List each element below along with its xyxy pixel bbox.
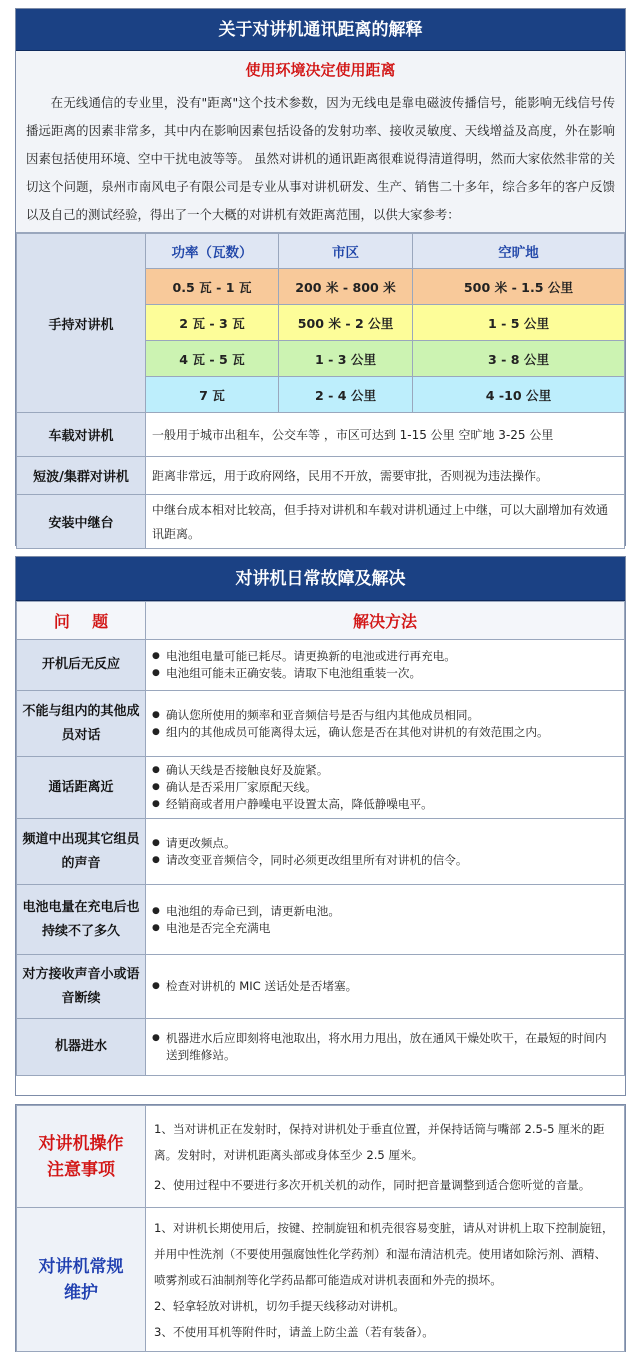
table-row [17, 757, 625, 819]
power-cell: 4 瓦 - 5 瓦 [146, 341, 279, 377]
distance-panel [15, 8, 626, 546]
vehicle-text: 一般用于城市出租车，公交车等 ，市区可达到 1-15 公里 空旷地 3-25 公里 [146, 413, 625, 457]
solution-item: ● 请改变亚音频信令，同时必须更改组里所有对讲机的信令。 [152, 852, 618, 869]
table-row [17, 955, 625, 1019]
table-row [17, 885, 625, 955]
problem-cell: 频道中出现其它组员的声音 [17, 819, 146, 885]
table-row [17, 1019, 625, 1076]
operation-text [146, 1106, 625, 1208]
power-cell: 0.5 瓦 - 1 瓦 [146, 269, 279, 305]
solution-cell [146, 691, 625, 757]
repeater-text: 中继台成本相对比较高，但手持对讲机和车载对讲机通过上中继，可以大副增加有效通讯距离。 [146, 495, 625, 549]
col-solution: 解决方法 [146, 602, 625, 640]
operation-item: 2、使用过程中不要进行多次开机关机的动作，同时把音量调整到适合您听觉的音量。 [154, 1177, 591, 1192]
operation-item: 1、当对讲机正在发射时，保持对讲机处于垂直位置，并保持话筒与嘴部 2.5-5 厘米的距离。发射时，对讲机距离头部或身体至少 2.5 厘米。 [154, 1121, 605, 1162]
solution-cell [146, 955, 625, 1019]
city-cell: 200 米 - 800 米 [279, 269, 413, 305]
faults-table [16, 601, 625, 1076]
solution-item: ● 确认是否采用厂家原配天线。 [152, 779, 618, 796]
maintenance-label [17, 1208, 146, 1352]
open-cell: 500 米 - 1.5 公里 [413, 269, 625, 305]
maintenance-item: 3、不使用耳机等附件时，请盖上防尘盖（若有装备）。 [154, 1324, 434, 1339]
solution-item: ● 确认天线是否接触良好及旋紧。 [152, 762, 618, 779]
solution-item: ● 检查对讲机的 MIC 送话处是否堵塞。 [152, 978, 618, 995]
notes-panel [15, 1104, 626, 1352]
header-city: 市区 [279, 234, 413, 269]
faults-panel [15, 556, 626, 1096]
city-cell: 500 米 - 2 公里 [279, 305, 413, 341]
maintenance-text [146, 1208, 625, 1352]
solution-item: ● 电池组可能未正确安装。请取下电池组重装一次。 [152, 665, 618, 682]
solution-cell [146, 757, 625, 819]
power-cell: 2 瓦 - 3 瓦 [146, 305, 279, 341]
header-power: 功率（瓦数） [146, 234, 279, 269]
solution-cell [146, 640, 625, 691]
table-row [17, 413, 625, 457]
maintenance-item: 2、轻拿轻放对讲机，切勿手提天线移动对讲机。 [154, 1298, 405, 1313]
col-problem: 问 题 [17, 602, 146, 640]
open-cell: 1 - 5 公里 [413, 305, 625, 341]
table-row [17, 495, 625, 549]
distance-intro [16, 51, 625, 233]
problem-cell: 不能与组内的其他成员对话 [17, 691, 146, 757]
table-row [17, 640, 625, 691]
solution-cell [146, 885, 625, 955]
handheld-label: 手持对讲机 [17, 234, 146, 413]
notes-table [16, 1105, 625, 1352]
solution-item: ● 经销商或者用户静噪电平设置太高，降低静噪电平。 [152, 796, 618, 813]
solution-cell [146, 1019, 625, 1076]
faults-title: 对讲机日常故障及解决 [16, 557, 625, 601]
problem-cell: 开机后无反应 [17, 640, 146, 691]
solution-item: ● 电池是否完全充满电 [152, 920, 618, 937]
solution-item: ● 确认您所使用的频率和亚音频信号是否与组内其他成员相同。 [152, 707, 618, 724]
problem-cell: 通话距离近 [17, 757, 146, 819]
operation-label-text: 对讲机操作注意事项 [38, 1133, 124, 1180]
distance-title: 关于对讲机通讯距离的解释 [16, 9, 625, 51]
distance-intro-text: 在无线通信的专业里，没有"距离"这个技术参数，因为无线电是靠电磁波传播信号，能影响无线信号传播远距离的因素非常多，其中内在影响因素包括设备的发射功率、接收灵敏度、天线增益及高度，外在影响因素包括使用环境、空中干扰电波等等。 虽然对讲机的通讯距离很难说得清道得明，然而大家依然非常的关切这个问题，泉州市南风电子有限公司是专业从事对讲机研发、生产、销售二十多年，综合多年的客户反馈以及自己的测试经验，得出了一个大概的对讲机有效距离范围，以供大家参考： [26, 95, 615, 222]
problem-cell: 电池电量在充电后也持续不了多久 [17, 885, 146, 955]
open-cell: 3 - 8 公里 [413, 341, 625, 377]
header-open: 空旷地 [413, 234, 625, 269]
table-row [17, 819, 625, 885]
shortwave-text: 距离非常远，用于政府网络，民用不开放，需要审批，否则视为违法操作。 [146, 457, 625, 495]
city-cell: 1 - 3 公里 [279, 341, 413, 377]
operation-label [17, 1106, 146, 1208]
range-table [16, 233, 625, 549]
open-cell: 4 -10 公里 [413, 377, 625, 413]
problem-cell: 机器进水 [17, 1019, 146, 1076]
solution-item: ● 组内的其他成员可能离得太远，确认您是否在其他对讲机的有效范围之内。 [152, 724, 618, 741]
solution-item: ● 电池组的寿命已到，请更新电池。 [152, 903, 618, 920]
solution-item: ● 电池组电量可能已耗尽。请更换新的电池或进行再充电。 [152, 648, 618, 665]
solution-cell [146, 819, 625, 885]
solution-item: ● 机器进水后应即刻将电池取出，将水用力甩出，放在通风干燥处吹干，在最短的时间内送到维修站。 [152, 1030, 618, 1064]
repeater-label: 安装中继台 [17, 495, 146, 549]
table-row [17, 457, 625, 495]
problem-cell: 对方接收声音小或语音断续 [17, 955, 146, 1019]
power-cell: 7 瓦 [146, 377, 279, 413]
distance-subtitle: 使用环境决定使用距离 [245, 61, 396, 79]
shortwave-label: 短波/集群对讲机 [17, 457, 146, 495]
vehicle-label: 车载对讲机 [17, 413, 146, 457]
table-row [17, 691, 625, 757]
maintenance-item: 1、对讲机长期使用后，按键、控制旋钮和机壳很容易变脏，请从对讲机上取下控制旋钮，并用中性洗剂（不要使用强腐蚀性化学药剂）和湿布清洁机壳。使用诸如除污剂、酒精、喷雾剂或石油制剂等化学药品都可能造成对讲机表面和外壳的损坏。 [154, 1220, 614, 1287]
city-cell: 2 - 4 公里 [279, 377, 413, 413]
maintenance-label-text: 对讲机常规维护 [38, 1256, 124, 1303]
solution-item: ● 请更改频点。 [152, 835, 618, 852]
